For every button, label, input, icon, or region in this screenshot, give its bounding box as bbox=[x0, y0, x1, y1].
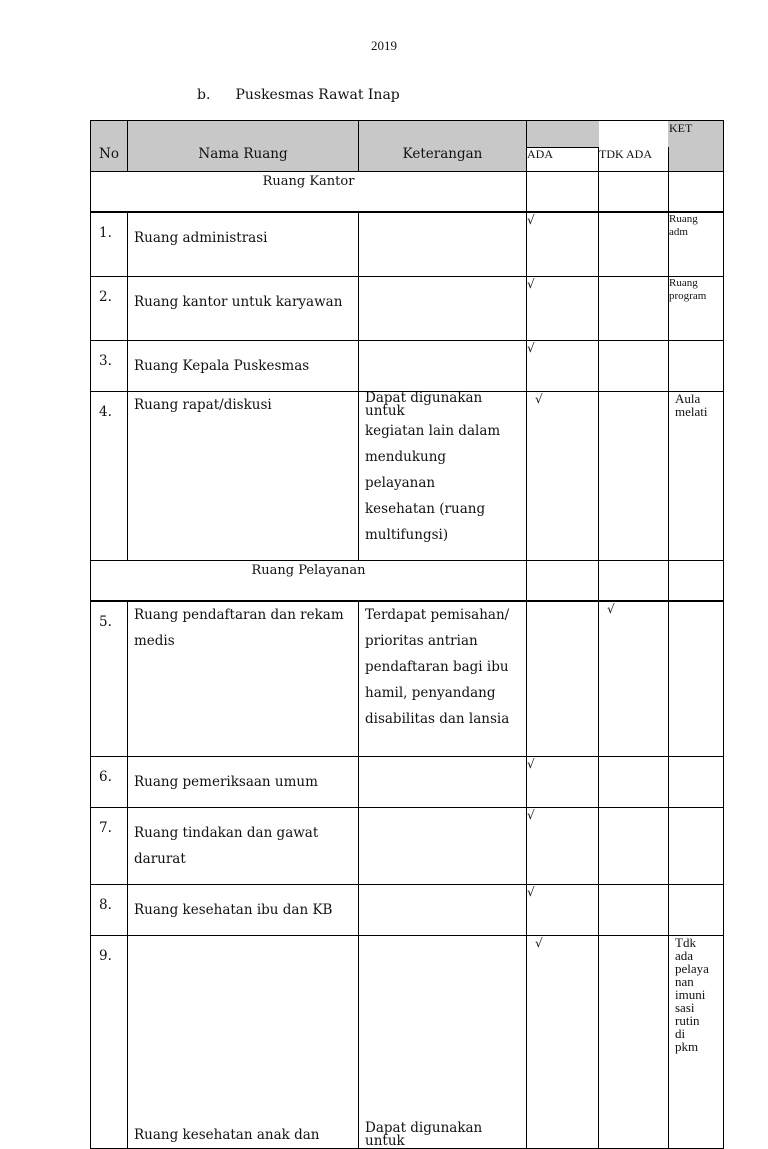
description-cell bbox=[359, 341, 527, 392]
ket-line: di bbox=[675, 1026, 686, 1041]
row-number: 8. bbox=[99, 897, 112, 913]
description-line: prioritas antrian bbox=[365, 633, 478, 649]
ket-line: imuni bbox=[675, 987, 706, 1002]
tdk-ada-cell bbox=[599, 808, 669, 885]
table-row bbox=[91, 601, 724, 757]
ada-check-mark: √ bbox=[527, 808, 535, 822]
row-number: 1. bbox=[99, 225, 112, 241]
ada-cell bbox=[527, 212, 599, 277]
ket-line: program bbox=[669, 290, 707, 302]
tdk-ada-cell bbox=[599, 601, 669, 757]
description-cell bbox=[359, 392, 527, 561]
room-name-line: Ruang administrasi bbox=[134, 230, 268, 246]
section-row bbox=[91, 172, 724, 213]
section-row-empty-cell bbox=[527, 172, 599, 213]
tdk-ada-check-mark bbox=[599, 277, 607, 291]
ada-cell bbox=[527, 885, 599, 936]
section-row-empty-cell bbox=[599, 561, 669, 602]
room-name-line: Ruang kesehatan ibu dan KB bbox=[134, 902, 333, 918]
tdk-ada-check-mark bbox=[599, 885, 607, 899]
ket-line: rutin bbox=[675, 1013, 700, 1028]
tdk-ada-check-mark bbox=[599, 392, 607, 406]
header-no: No bbox=[91, 121, 128, 172]
row-number: 9. bbox=[99, 948, 112, 964]
table-row bbox=[91, 277, 724, 341]
section-row-empty-cell bbox=[669, 172, 724, 213]
description-line: Dapat digunakan bbox=[365, 1120, 483, 1136]
ket-line: nan bbox=[675, 974, 694, 989]
ada-cell bbox=[527, 601, 599, 757]
tdk-ada-check-mark bbox=[599, 213, 607, 227]
description-cell bbox=[359, 808, 527, 885]
section-row bbox=[91, 561, 724, 602]
ket-line: ada bbox=[675, 948, 694, 963]
ada-check-mark: √ bbox=[527, 213, 535, 227]
row-number: 5. bbox=[99, 614, 112, 630]
row-number: 6. bbox=[99, 769, 112, 785]
section-row-empty-cell bbox=[669, 561, 724, 602]
row-number-cell bbox=[91, 885, 128, 936]
ada-cell bbox=[527, 341, 599, 392]
ket-line: pelaya bbox=[675, 961, 709, 976]
header-ada: ADA bbox=[527, 121, 599, 172]
description-cell bbox=[359, 757, 527, 808]
row-number-cell bbox=[91, 212, 128, 277]
tdk-ada-check-mark bbox=[599, 936, 607, 950]
room-name-cell bbox=[128, 757, 359, 808]
ket-cell bbox=[669, 885, 724, 936]
header-nama-ruang: Nama Ruang bbox=[128, 121, 359, 172]
room-name-line: Ruang kesehatan anak dan bbox=[134, 1127, 320, 1143]
ada-cell bbox=[527, 808, 599, 885]
description-line: pendaftaran bagi ibu bbox=[365, 659, 509, 675]
room-name-line: Ruang pendaftaran dan rekam bbox=[134, 607, 344, 623]
row-number: 2. bbox=[99, 289, 112, 305]
section-row-empty-cell bbox=[527, 561, 599, 602]
ada-check-mark: √ bbox=[527, 757, 535, 771]
room-name-line: Ruang rapat/diskusi bbox=[134, 397, 272, 413]
section-row-empty-cell bbox=[599, 172, 669, 213]
description-cell bbox=[359, 601, 527, 757]
description-line: multifungsi) bbox=[365, 527, 449, 543]
ada-check-mark: √ bbox=[527, 341, 535, 355]
table-row bbox=[91, 341, 724, 392]
room-name-cell bbox=[128, 885, 359, 936]
row-number: 7. bbox=[99, 820, 112, 836]
tdk-ada-cell bbox=[599, 392, 669, 561]
ket-line: melati bbox=[675, 404, 708, 419]
room-name-cell bbox=[128, 341, 359, 392]
ket-line: sasi bbox=[675, 1000, 695, 1015]
row-number-cell bbox=[91, 601, 128, 757]
description-line: Terdapat pemisahan/ bbox=[365, 607, 510, 623]
tdk-ada-cell bbox=[599, 277, 669, 341]
table-row bbox=[91, 808, 724, 885]
table-header-row bbox=[91, 121, 724, 172]
ada-check-mark: √ bbox=[527, 885, 535, 899]
row-number-cell bbox=[91, 341, 128, 392]
ada-cell bbox=[527, 392, 599, 561]
ket-cell bbox=[669, 392, 724, 561]
room-name-line: darurat bbox=[134, 851, 186, 867]
description-cell bbox=[359, 885, 527, 936]
room-name-cell bbox=[128, 936, 359, 1149]
table-row bbox=[91, 392, 724, 561]
description-cell bbox=[359, 936, 527, 1149]
room-name-cell bbox=[128, 277, 359, 341]
room-name-cell bbox=[128, 601, 359, 757]
description-cell bbox=[359, 277, 527, 341]
tdk-ada-check-mark bbox=[599, 808, 607, 822]
row-number-cell bbox=[91, 277, 128, 341]
room-name-cell bbox=[128, 392, 359, 561]
ket-line: Ruang bbox=[669, 213, 698, 225]
ket-cell bbox=[669, 808, 724, 885]
section-heading bbox=[197, 87, 400, 103]
ket-cell bbox=[669, 277, 724, 341]
row-number-cell bbox=[91, 936, 128, 1149]
row-number-cell bbox=[91, 392, 128, 561]
tdk-ada-check-mark: √ bbox=[607, 602, 615, 616]
ada-check-mark: √ bbox=[535, 936, 543, 950]
tdk-ada-cell bbox=[599, 936, 669, 1149]
ket-line: Ruang bbox=[669, 277, 698, 289]
section-marker: b. bbox=[197, 87, 211, 103]
ket-cell bbox=[669, 936, 724, 1149]
header-tdk-ada: TDK ADA bbox=[599, 121, 669, 172]
header-keterangan: Keterangan bbox=[359, 121, 527, 172]
ada-check-mark: √ bbox=[535, 392, 543, 406]
ket-line: Aula bbox=[675, 391, 701, 406]
description-line: mendukung pelayanan bbox=[365, 449, 447, 491]
description-line: kesehatan (ruang bbox=[365, 501, 486, 517]
room-name-line: Ruang Kepala Puskesmas bbox=[134, 358, 310, 374]
ket-cell bbox=[669, 601, 724, 757]
row-number-cell bbox=[91, 808, 128, 885]
table-row bbox=[91, 885, 724, 936]
ket-line: adm bbox=[669, 226, 688, 238]
room-name-cell bbox=[128, 808, 359, 885]
row-number: 4. bbox=[99, 404, 112, 420]
ket-line: Tdk bbox=[675, 935, 696, 950]
ket-line: pkm bbox=[675, 1039, 699, 1054]
ada-cell bbox=[527, 277, 599, 341]
tdk-ada-check-mark bbox=[599, 341, 607, 355]
tdk-ada-cell bbox=[599, 885, 669, 936]
table-row bbox=[91, 757, 724, 808]
description-line: Dapat digunakan untuk bbox=[365, 390, 483, 419]
ket-cell bbox=[669, 212, 724, 277]
room-name-line: Ruang tindakan dan gawat bbox=[134, 825, 319, 841]
ket-cell bbox=[669, 757, 724, 808]
header-ket: KET bbox=[669, 121, 724, 172]
description-line: untuk bbox=[365, 1133, 405, 1149]
facility-table bbox=[90, 120, 723, 1149]
ada-cell bbox=[527, 757, 599, 808]
section-title: Puskesmas Rawat Inap bbox=[235, 87, 400, 103]
ada-check-mark: √ bbox=[527, 277, 535, 291]
table-row bbox=[91, 936, 724, 1149]
description-line: disabilitas dan lansia bbox=[365, 711, 510, 727]
tdk-ada-cell bbox=[599, 341, 669, 392]
ada-cell bbox=[527, 936, 599, 1149]
row-number-cell bbox=[91, 757, 128, 808]
tdk-ada-cell bbox=[599, 212, 669, 277]
row-number: 3. bbox=[99, 353, 112, 369]
description-cell bbox=[359, 212, 527, 277]
table-row bbox=[91, 212, 724, 277]
description-line: hamil, penyandang bbox=[365, 685, 496, 701]
section-row-title: Ruang Pelayanan bbox=[91, 561, 527, 602]
ket-cell bbox=[669, 341, 724, 392]
tdk-ada-cell bbox=[599, 757, 669, 808]
description-line: kegiatan lain dalam bbox=[365, 423, 501, 439]
room-name-line: Ruang kantor untuk karyawan bbox=[134, 294, 343, 310]
room-name-line: Ruang pemeriksaan umum bbox=[134, 774, 318, 790]
page-year: 2019 bbox=[371, 38, 397, 53]
section-row-title: Ruang Kantor bbox=[91, 172, 527, 213]
tdk-ada-check-mark bbox=[599, 757, 607, 771]
room-name-cell bbox=[128, 212, 359, 277]
room-name-line: medis bbox=[134, 633, 175, 649]
